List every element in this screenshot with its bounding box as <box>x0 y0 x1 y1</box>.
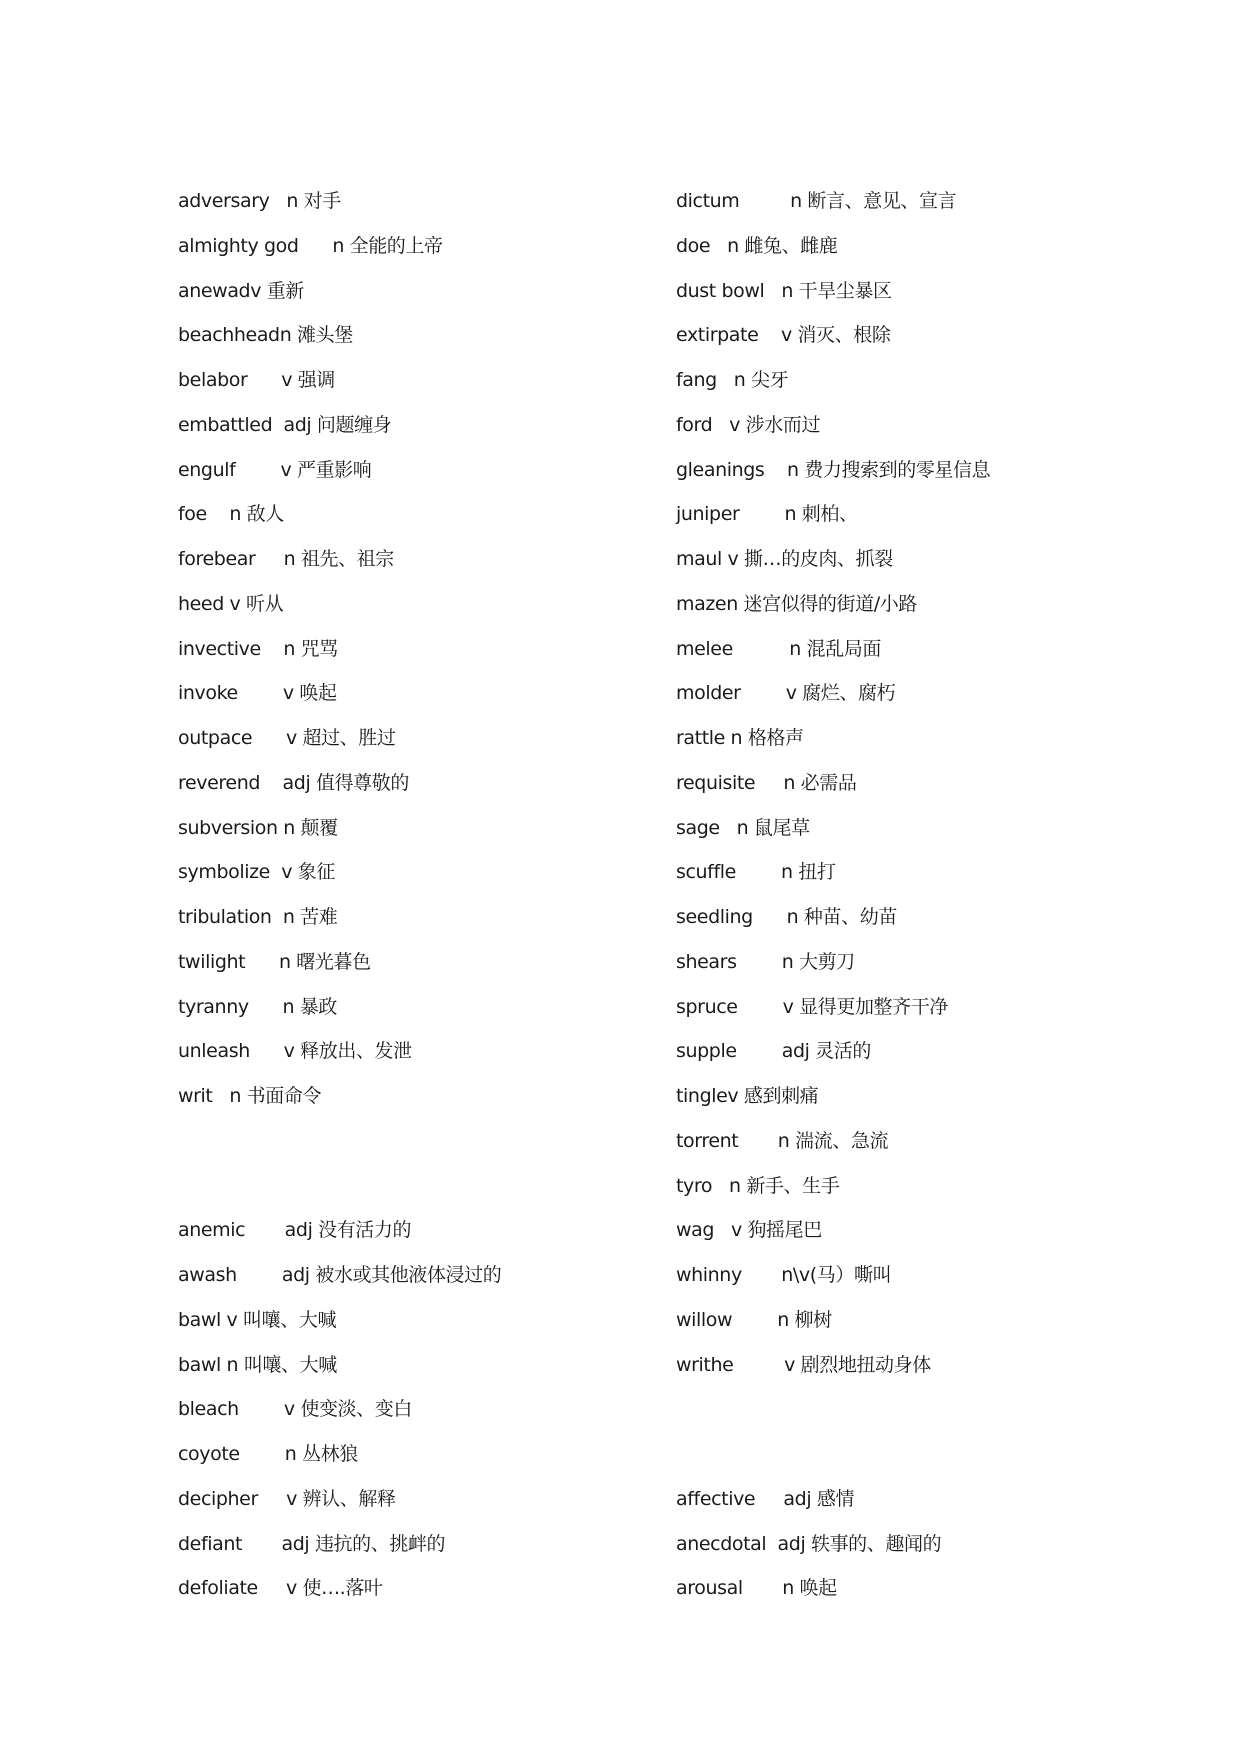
vocab-entry: decipher v 辨认、解释 <box>178 1487 396 1510</box>
vocab-entry: dust bowl n 干旱尘暴区 <box>676 279 892 302</box>
vocab-entry: supple adj 灵活的 <box>676 1040 871 1063</box>
vocab-entry: anecdotal adj 轶事的、趣闻的 <box>676 1532 942 1555</box>
vocab-entry: shears n 大剪刀 <box>676 950 855 973</box>
vocab-entry: molder v 腐烂、腐朽 <box>676 682 896 705</box>
vocab-entry: spruce v 显得更加整齐干净 <box>676 995 948 1018</box>
vocab-entry: rattle n 格格声 <box>676 727 804 749</box>
vocab-entry: defiant adj 违抗的、挑衅的 <box>178 1532 446 1555</box>
vocab-entry: unleash v 释放出、发泄 <box>178 1040 412 1063</box>
vocab-entry: defoliate v 使….落叶 <box>178 1577 383 1600</box>
vocab-entry: tyranny n 暴政 <box>178 995 337 1018</box>
vocab-entry: mazen 迷宫似得的街道/小路 <box>676 592 917 615</box>
vocab-entry: almighty god n 全能的上帝 <box>178 234 443 257</box>
vocab-entry: writhe v 剧烈地扭动身体 <box>676 1353 931 1376</box>
left-word-column <box>178 186 658 1618</box>
vocab-entry: writ n 书面命令 <box>178 1085 322 1107</box>
vocab-entry: anemic adj 没有活力的 <box>178 1219 412 1242</box>
vocab-entry: arousal n 唤起 <box>676 1577 837 1600</box>
vocab-entry: forebear n 祖先、祖宗 <box>178 548 394 570</box>
vocab-entry: gleanings n 费力搜索到的零星信息 <box>676 458 991 481</box>
blank-line <box>676 1394 1146 1439</box>
vocab-entry: dictum n 断言、意见、宣言 <box>676 190 957 212</box>
vocab-entry: outpace v 超过、胜过 <box>178 727 396 749</box>
right-word-column <box>676 186 1146 1618</box>
vocab-entry: tribulation n 苦难 <box>178 906 338 928</box>
vocab-entry: juniper n 刺柏、 <box>676 503 858 526</box>
vocab-entry: coyote n 丛林狼 <box>178 1443 358 1465</box>
vocab-entry: seedling n 种苗、幼苗 <box>676 906 897 928</box>
vocab-entry: reverend adj 值得尊敬的 <box>178 771 409 794</box>
vocab-entry: beachheadn 滩头堡 <box>178 324 353 347</box>
vocab-entry: invective n 咒骂 <box>178 637 338 660</box>
vocab-entry: foe n 敌人 <box>178 503 284 526</box>
vocab-entry: bleach v 使变淡、变白 <box>178 1398 412 1421</box>
vocab-entry: doe n 雌兔、雌鹿 <box>676 234 838 257</box>
vocab-entry: invoke v 唤起 <box>178 682 337 705</box>
vocab-entry: belabor v 强调 <box>178 369 335 391</box>
vocab-entry: extirpate v 消灭、根除 <box>676 324 891 347</box>
vocab-entry: twilight n 曙光暮色 <box>178 950 371 973</box>
vocab-entry: ford v 涉水而过 <box>676 413 821 436</box>
vocab-entry: awash adj 被水或其他液体浸过的 <box>178 1264 502 1286</box>
vocab-entry: scuffle n 扭打 <box>676 861 836 884</box>
vocab-entry: whinny n\v(马）嘶叫 <box>676 1264 892 1286</box>
vocab-entry: subversion n 颠覆 <box>178 816 338 839</box>
vocab-entry: heed v 听从 <box>178 592 284 615</box>
vocab-entry: fang n 尖牙 <box>676 369 789 391</box>
vocab-entry: bawl v 叫嚷、大喊 <box>178 1308 337 1331</box>
vocab-entry: symbolize v 象征 <box>178 861 335 884</box>
blank-line <box>178 1126 658 1171</box>
blank-line <box>178 1171 658 1216</box>
vocab-entry: melee n 混乱局面 <box>676 637 881 660</box>
vocab-entry: affective adj 感情 <box>676 1487 855 1510</box>
vocab-entry: embattled adj 问题缠身 <box>178 413 392 436</box>
vocab-entry: willow n 柳树 <box>676 1308 832 1331</box>
vocab-entry: maul v 撕…的皮肉、抓裂 <box>676 548 893 570</box>
vocab-entry: adversary n 对手 <box>178 190 341 212</box>
vocab-entry: sage n 鼠尾草 <box>676 816 810 839</box>
vocab-entry: requisite n 必需品 <box>676 771 857 794</box>
vocab-entry: wag v 狗摇尾巴 <box>676 1219 822 1242</box>
vocab-entry: torrent n 湍流、急流 <box>676 1129 889 1152</box>
vocab-entry: engulf v 严重影响 <box>178 458 372 481</box>
vocab-entry: bawl n 叫嚷、大喊 <box>178 1353 337 1376</box>
blank-line <box>676 1439 1146 1484</box>
vocab-entry: tyro n 新手、生手 <box>676 1174 840 1197</box>
vocab-entry: tinglev 感到刺痛 <box>676 1085 819 1107</box>
vocab-entry: anewadv 重新 <box>178 279 304 302</box>
